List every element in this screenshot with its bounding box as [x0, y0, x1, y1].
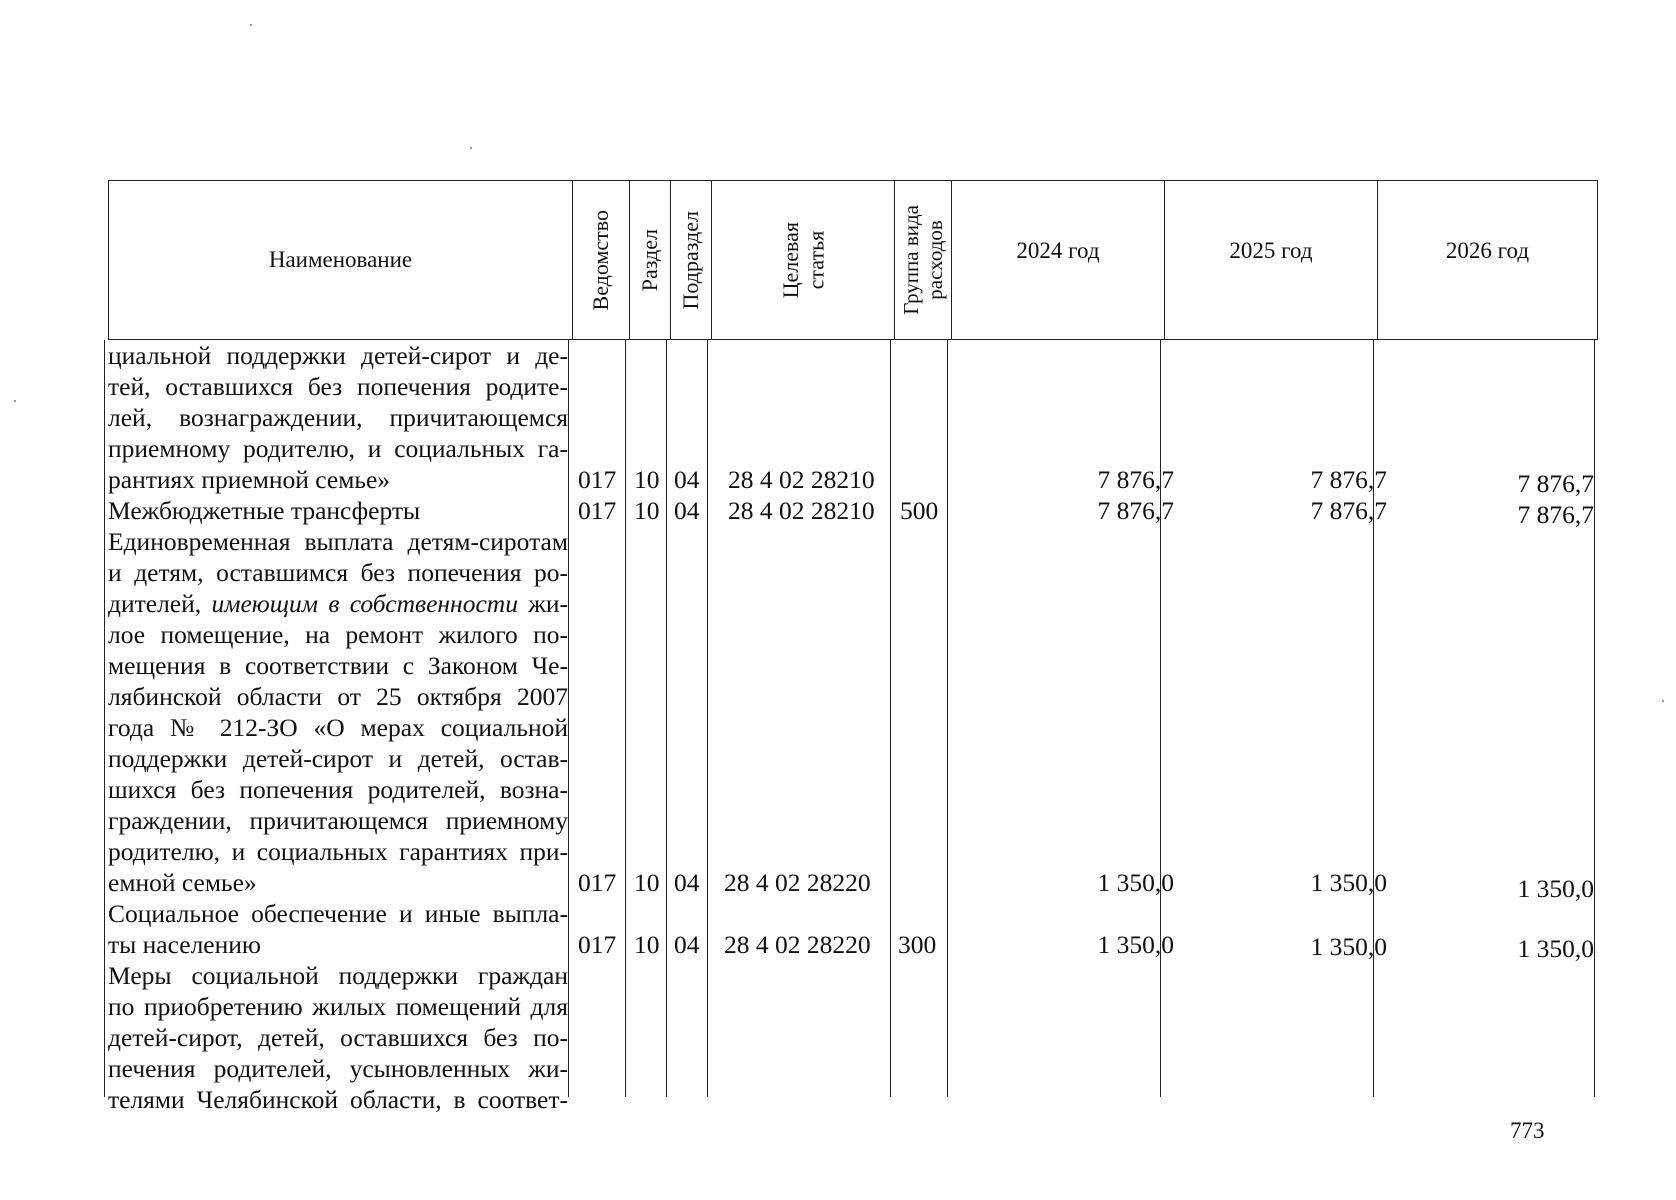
name-line: [108, 588, 568, 619]
name-line: и детям, оставшимся без попечения ро-: [108, 558, 568, 587]
header-gruppa-line1: Группа вида: [898, 205, 923, 315]
table-row-name: [108, 340, 568, 495]
name-line: лое помещение, на ремонт жилого по-: [108, 620, 568, 649]
column-line: [666, 340, 667, 1097]
scan-speck: [14, 400, 16, 402]
name-line: по приобретению жилых помещений для: [108, 992, 568, 1021]
header-name: [108, 180, 573, 340]
name-line: года № 212-ЗО «О мерах социальной: [108, 713, 568, 742]
header-2025-label: 2025 год: [1229, 238, 1313, 263]
cell-vedomstvo: 017: [578, 496, 617, 525]
cell-2025: 1 350,0: [1310, 868, 1387, 897]
cell-2025: 7 876,7: [1310, 465, 1387, 494]
name-line: печения родителей, усыновленных жи-: [108, 1054, 568, 1083]
cell-2024: 1 350,0: [1097, 868, 1174, 897]
name-italic-fragment: имеющим в собственности: [211, 589, 518, 618]
cell-2024: 7 876,7: [1097, 496, 1174, 525]
name-line: детей-сирот, детей, оставшихся без по-: [108, 1023, 568, 1052]
header-2024-label: 2024 год: [1016, 238, 1100, 263]
cell-razdel: 10: [634, 465, 660, 494]
header-name-label: Наименование: [268, 247, 413, 272]
cell-group: 300: [898, 930, 937, 959]
table-row-name: Межбюджетные трансферты: [108, 496, 421, 525]
name-line: шихся без попечения родителей, возна-: [108, 775, 568, 804]
cell-2024: 1 350,0: [1097, 930, 1174, 959]
cell-vedomstvo: 017: [578, 465, 617, 494]
cell-group: 500: [900, 496, 939, 525]
cell-2026: 7 876,7: [1517, 500, 1594, 529]
cell-podrazdel: 04: [674, 496, 700, 525]
name-line: поддержки детей-сирот и детей, остав-: [108, 744, 568, 773]
scan-speck: [470, 147, 472, 149]
column-line: [568, 340, 569, 1097]
name-line: циальной поддержки детей-сирот и де-: [108, 341, 568, 370]
table-body: [104, 340, 1596, 1114]
header-gruppa: [894, 180, 952, 340]
cell-podrazdel: 04: [674, 465, 700, 494]
name-line: приемному родителю, и социальных га-: [108, 434, 568, 463]
cell-2024: 7 876,7: [1097, 465, 1174, 494]
cell-2026: 1 350,0: [1517, 934, 1594, 963]
name-line: телями Челябинской области, в соответ-: [108, 1085, 568, 1114]
column-line: [1160, 340, 1161, 1097]
name-line: Единовременная выплата детям-сиротам: [108, 527, 568, 556]
column-line: [1373, 340, 1374, 1097]
header-tselevaya-line1: Целевая: [777, 221, 803, 299]
name-line: рантиях приемной семье»: [108, 465, 391, 494]
cell-razdel: 10: [634, 496, 660, 525]
header-2026: [1377, 180, 1598, 340]
column-line: [707, 340, 708, 1097]
header-vedomstvo-label: Ведомство: [588, 209, 614, 311]
cell-vedomstvo: 017: [578, 930, 617, 959]
header-tselevaya-label: [778, 222, 829, 298]
table-row-name: [108, 898, 568, 960]
column-line: [104, 340, 105, 1097]
name-line: лей, вознаграждении, причитающемся: [108, 403, 568, 432]
name-line: тей, оставшихся без попечения родите-: [108, 372, 568, 401]
header-2024: [951, 180, 1165, 340]
cell-2026: 1 350,0: [1517, 874, 1594, 903]
name-fragment: дителей,: [108, 589, 202, 618]
cell-2026: 7 876,7: [1517, 469, 1594, 498]
cell-podrazdel: 04: [674, 868, 700, 897]
header-gruppa-label: [899, 205, 947, 315]
cell-podrazdel: 04: [674, 930, 700, 959]
header-razdel-label: Раздел: [637, 228, 663, 292]
page-number: 773: [1510, 1118, 1545, 1143]
column-line: [625, 340, 626, 1097]
table-header: [108, 180, 1598, 340]
scan-speck: [1662, 700, 1664, 702]
name-line: граждении, причитающемся приемному: [108, 806, 568, 835]
name-line: лябинской области от 25 октября 2007: [108, 682, 568, 711]
name-fragment: жи-: [517, 589, 569, 618]
cell-article: 28 4 02 28220: [724, 930, 871, 959]
header-2025: [1164, 180, 1378, 340]
cell-razdel: 10: [634, 868, 660, 897]
header-gruppa-line2: расходов: [923, 220, 947, 300]
table-row-name: [108, 960, 568, 1115]
name-line: родителю, и социальных гарантиях при-: [108, 837, 568, 866]
cell-2025: 7 876,7: [1310, 496, 1387, 525]
header-podrazdel-label: Подраздел: [678, 210, 704, 310]
column-line: [947, 340, 948, 1097]
header-podrazdel: [670, 180, 712, 340]
header-tselevaya: [711, 180, 895, 340]
header-razdel: [629, 180, 671, 340]
cell-vedomstvo: 017: [578, 868, 617, 897]
name-line: емной семье»: [108, 868, 257, 897]
header-tselevaya-line2: статья: [803, 230, 828, 290]
cell-article: 28 4 02 28210: [728, 496, 875, 525]
table-row-name: [108, 526, 568, 898]
name-line: мещения в соответствии с Законом Че-: [108, 651, 568, 680]
cell-razdel: 10: [634, 930, 660, 959]
name-line: Социальное обеспечение и иные выпла-: [108, 899, 568, 928]
name-line: ты населению: [108, 930, 261, 959]
cell-article: 28 4 02 28210: [728, 465, 875, 494]
cell-2025: 1 350,0: [1310, 932, 1387, 961]
column-line: [890, 340, 891, 1097]
column-line: [1594, 340, 1595, 1097]
header-vedomstvo: [572, 180, 630, 340]
name-line: Меры социальной поддержки граждан: [108, 961, 568, 990]
cell-article: 28 4 02 28220: [724, 868, 871, 897]
header-2026-label: 2026 год: [1445, 238, 1530, 263]
scan-speck: [250, 24, 252, 26]
